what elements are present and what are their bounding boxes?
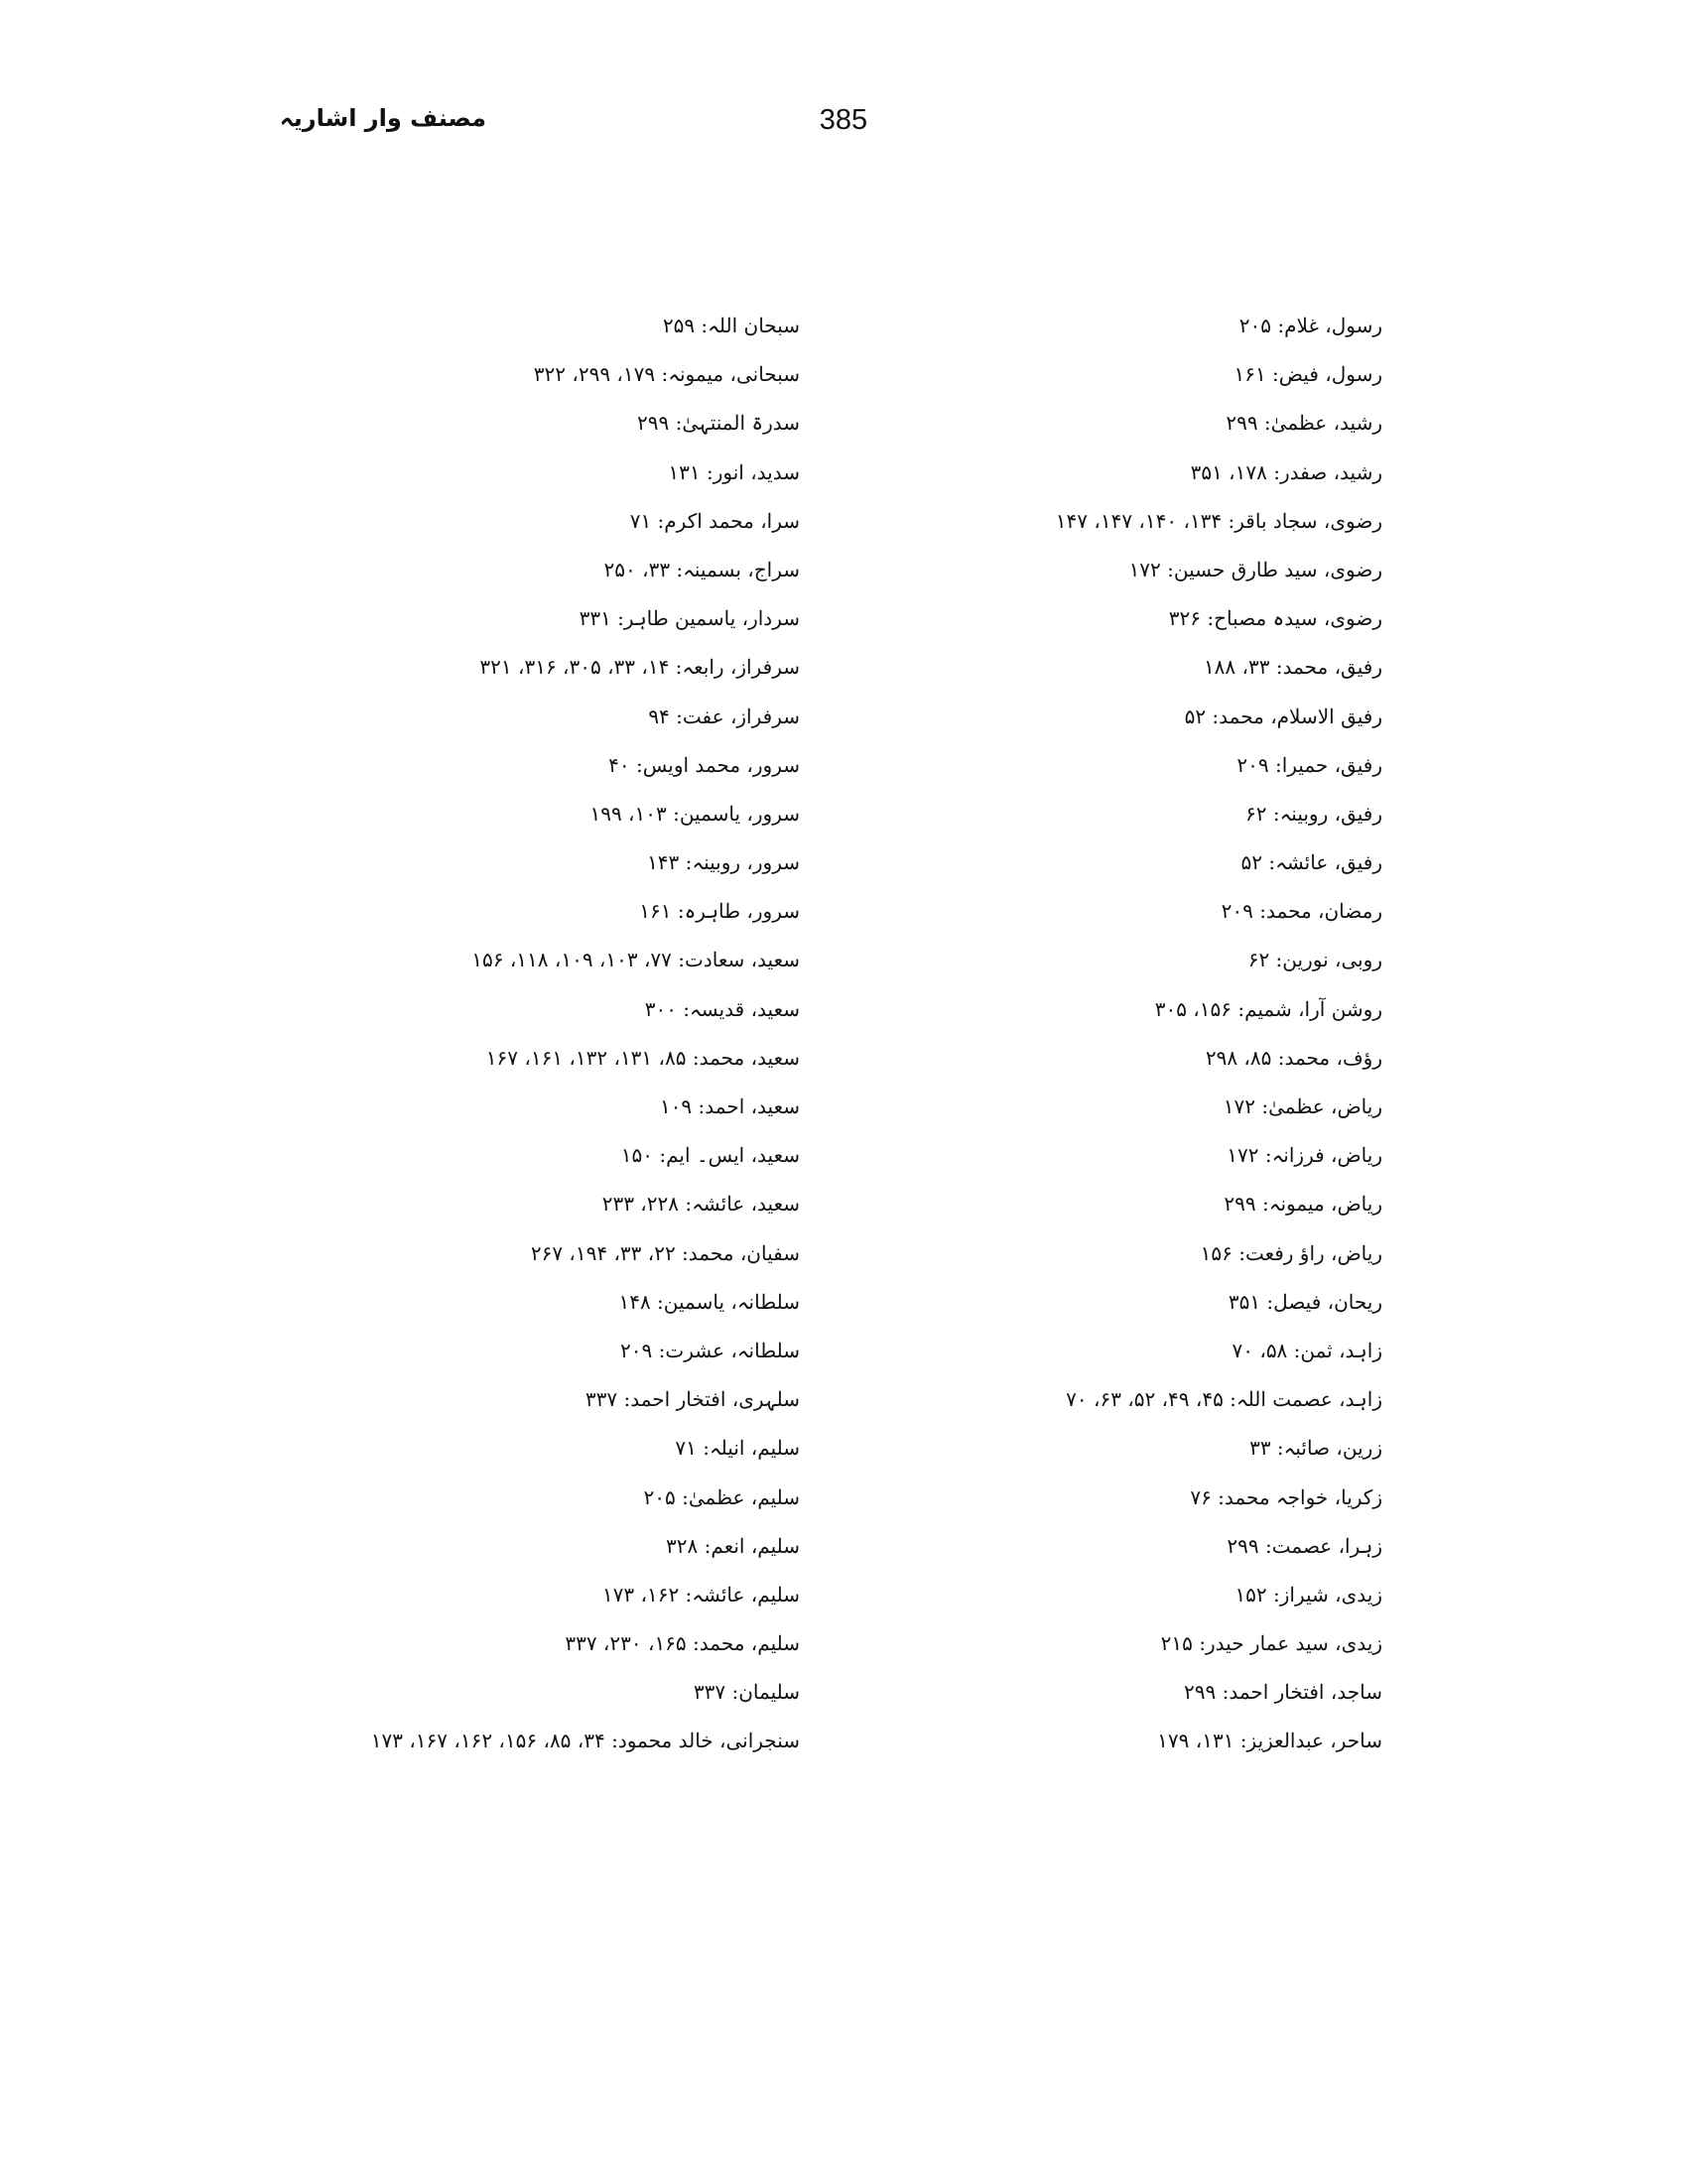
index-entry: ریاض، راؤ رفعت: ۱۵۶	[1200, 1240, 1382, 1265]
index-entry: سرا، محمد اکرم: ۷۱	[629, 508, 800, 533]
index-entry: روشن آرا، شمیم: ۱۵۶، ۳۰۵	[1154, 996, 1382, 1021]
index-entry: رضوی، سیدہ مصباح: ۳۲۶	[1168, 606, 1382, 631]
index-entry: رؤف، محمد: ۸۵، ۲۹۸	[1205, 1045, 1382, 1070]
index-entry: سردار، یاسمین طاہر: ۳۳۱	[579, 606, 800, 631]
index-entry: سعید، سعادت: ۷۷، ۱۰۳، ۱۰۹، ۱۱۸، ۱۵۶	[471, 948, 800, 972]
index-entry: رشید، صفدر: ۱۷۸، ۳۵۱	[1190, 459, 1382, 484]
index-entry: زاہد، ثمن: ۵۸، ۷۰	[1232, 1338, 1382, 1362]
index-entry: سلیم، انیلہ: ۷۱	[675, 1436, 800, 1461]
index-column-left	[284, 306, 800, 1770]
index-entry: سبحانی، میمونہ: ۱۷۹، ۲۹۹، ۳۲۲	[533, 362, 800, 387]
index-entry: سرور، محمد اویس: ۴۰	[608, 752, 800, 777]
index-entry: رفیق، روبینہ: ۶۲	[1245, 801, 1382, 826]
index-entry: ریاض، عظمیٰ: ۱۷۲	[1223, 1094, 1382, 1118]
index-entry: ریحان، فیصل: ۳۵۱	[1228, 1289, 1382, 1314]
index-entry: سلیم، عظمیٰ: ۲۰۵	[643, 1484, 800, 1509]
index-entry: رفیق الاسلام، محمد: ۵۲	[1184, 704, 1382, 728]
index-entry: سدرۃ المنتہیٰ: ۲۹۹	[637, 411, 800, 436]
index-entry: سنجرانی، خالد محمود: ۳۴، ۸۵، ۱۵۶، ۱۶۲، ۱۶۷، ۱۷۳	[370, 1729, 800, 1753]
index-entry: روبی، نورین: ۶۲	[1247, 948, 1382, 972]
index-entry: رسول، فیض: ۱۶۱	[1234, 362, 1382, 387]
index-entry: رضوی، سید طارق حسین: ۱۷۲	[1128, 557, 1382, 581]
index-entry: زہرا، عصمت: ۲۹۹	[1227, 1533, 1382, 1558]
index-entry: رفیق، حمیرا: ۲۰۹	[1236, 752, 1382, 777]
index-entry: رفیق، محمد: ۳۳، ۱۸۸	[1203, 655, 1382, 680]
index-entry: سلیمان: ۳۳۷	[693, 1680, 800, 1705]
index-entry: سلیم، انعم: ۳۲۸	[666, 1533, 800, 1558]
index-entry: زرین، صائبہ: ۳۳	[1249, 1436, 1382, 1461]
index-entry: ساجد، افتخار احمد: ۲۹۹	[1183, 1680, 1382, 1705]
index-column-right	[827, 306, 1382, 1770]
index-entry: سرفراز، عفت: ۹۴	[648, 704, 800, 728]
index-entry: ریاض، میمونہ: ۲۹۹	[1224, 1192, 1382, 1217]
index-entry: سلہری، افتخار احمد: ۳۳۷	[584, 1387, 800, 1412]
index-entry: ساحر، عبدالعزیز: ۱۳۱، ۱۷۹	[1157, 1729, 1382, 1753]
index-entry: سدید، انور: ۱۳۱	[668, 459, 800, 484]
index-entry: سرور، طاہرہ: ۱۶۱	[639, 899, 800, 924]
index-entry: سلطانہ، عشرت: ۲۰۹	[620, 1338, 800, 1362]
index-entry: سرور، روبینہ: ۱۴۳	[647, 850, 800, 875]
index-entry: رضوی، سجاد باقر: ۱۳۴، ۱۴۰، ۱۴۷، ۱۴۷	[1055, 508, 1382, 533]
index-entry: سعید، محمد: ۸۵، ۱۳۱، ۱۳۲، ۱۶۱، ۱۶۷	[485, 1045, 800, 1070]
index-entry: زکریا، خواجہ محمد: ۷۶	[1190, 1484, 1382, 1509]
index-entry: سلطانہ، یاسمین: ۱۴۸	[618, 1289, 800, 1314]
index-entry: رشید، عظمیٰ: ۲۹۹	[1226, 411, 1382, 436]
index-entry: زیدی، سید عمار حیدر: ۲۱۵	[1160, 1631, 1382, 1656]
index-entry: سلیم، عائشہ: ۱۶۲، ۱۷۳	[601, 1582, 800, 1606]
index-entry: ریاض، فرزانہ: ۱۷۲	[1227, 1143, 1382, 1168]
index-entry: سفیان، محمد: ۲۲، ۳۳، ۱۹۴، ۲۶۷	[530, 1240, 800, 1265]
index-entry: سعید، احمد: ۱۰۹	[659, 1094, 800, 1118]
index-entry: زیدی، شیراز: ۱۵۲	[1234, 1582, 1382, 1606]
index-entry: سعید، ایس۔ ایم: ۱۵۰	[620, 1143, 800, 1168]
index-entry: سلیم، محمد: ۱۶۵، ۲۳۰، ۳۳۷	[565, 1631, 800, 1656]
index-entry: سعید، عائشہ: ۲۲۸، ۲۳۳	[601, 1192, 800, 1217]
index-entry: سرفراز، رابعہ: ۱۴، ۳۳، ۳۰۵، ۳۱۶، ۳۲۱	[479, 655, 800, 680]
page-number: 385	[819, 104, 868, 136]
index-entry: سبحان اللہ: ۲۵۹	[662, 314, 800, 337]
index-entry: رفیق، عائشہ: ۵۲	[1240, 850, 1382, 875]
index-entry: رسول، غلام: ۲۰۵	[1238, 314, 1382, 337]
index-entry: سراج، بسمینہ: ۳۳، ۲۵۰	[603, 557, 800, 581]
index-entry: سرور، یاسمین: ۱۰۳، ۱۹۹	[589, 801, 800, 826]
page-header-title: مصنف وار اشاریہ	[279, 104, 486, 132]
index-entry: رمضان، محمد: ۲۰۹	[1221, 899, 1382, 924]
index-entry: سعید، قدیسہ: ۳۰۰	[644, 996, 800, 1021]
index-entry: زاہد، عصمت اللہ: ۴۵، ۴۹، ۵۲، ۶۳، ۷۰	[1066, 1387, 1382, 1412]
